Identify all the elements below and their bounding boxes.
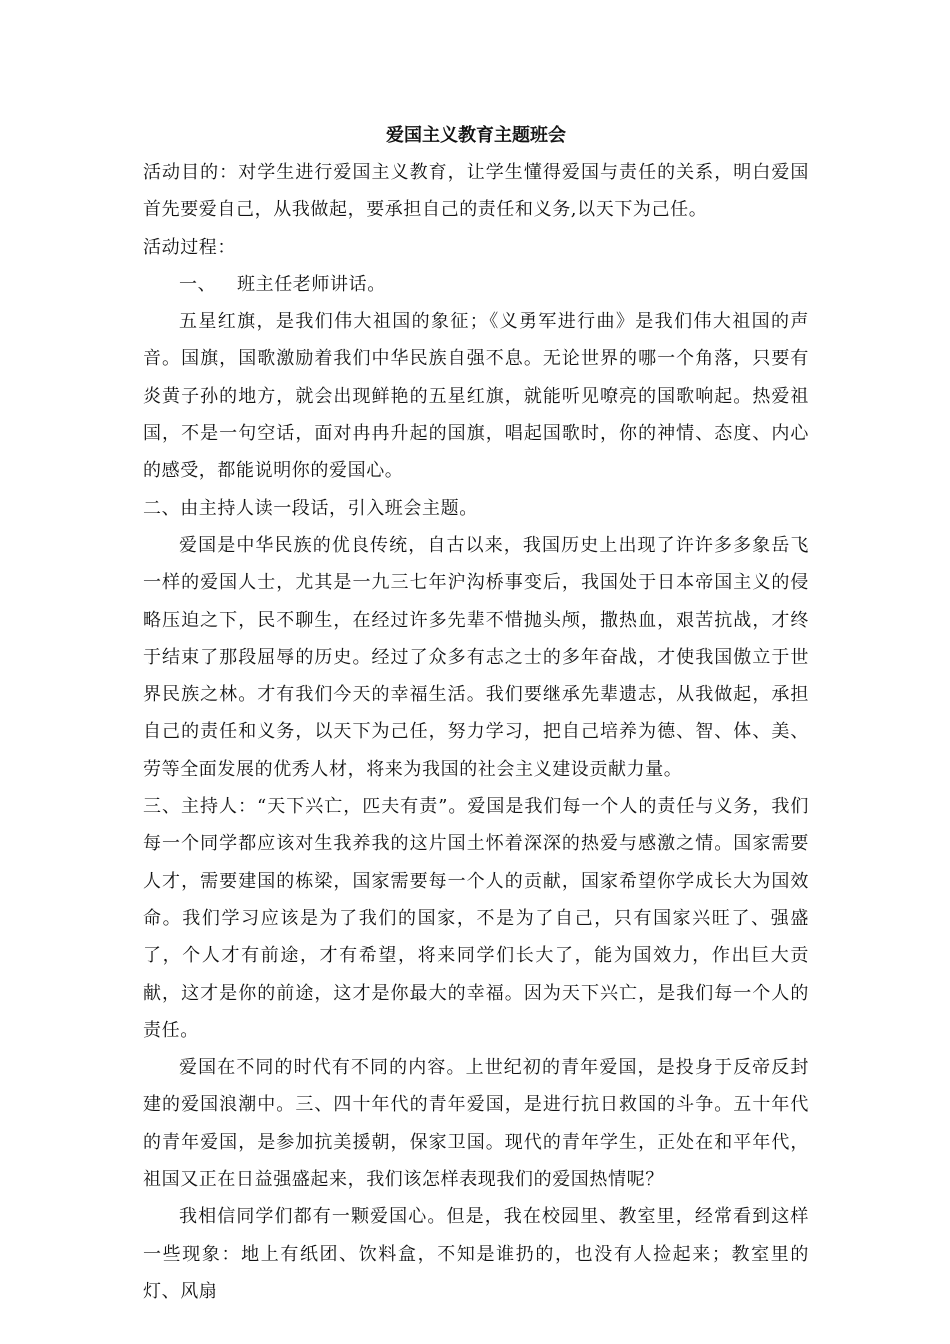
document-title: 爱国主义教育主题班会 [386,125,566,146]
section-3-paragraph-2: 爱国在不同的时代有不同的内容。上世纪初的青年爱国，是投身于反帝反封建的爱国浪潮中。三、四十年代的青年爱国，是进行抗日救国的斗争。五十年代的青年爱国，是参加抗美援朝，保家卫国。现代的青年学生，正处在和平年代，祖国又正在日益强盛起来，我们该怎样表现我们的爱国热情呢？ [143,1057,809,1191]
section-1-heading [143,266,809,303]
section-2-body: 爱国是中华民族的优良传统，自古以来，我国历史上出现了许许多多象岳飞一样的爱国人士，尤其是一九三七年沪沟桥事变后，我国处于日本帝国主义的侵略压迫之下，民不聊生，在经过许多先辈不惜抛头颅，撒热血，艰苦抗战，才终于结束了那段屈辱的历史。经过了众多有志之士的多年奋战，才使我国傲立于世界民族之林。才有我们今天的幸福生活。我们要继承先辈遗志，从我做起，承担自己的责任和义务，以天下为己任，努力学习，把自己培养为德、智、体、美、劳等全面发展的优秀人材，将来为我国的社会主义建设贡献力量。 [143,534,809,780]
activity-process-label: 活动过程： [143,236,236,258]
section-2-heading: 二、由主持人读一段话，引入班会主题。 [143,497,478,519]
activity-purpose: 活动目的：对学生进行爱国主义教育，让学生懂得爱国与责任的关系，明白爱国首先要爱自己，从我做起，要承担自己的责任和义务,以天下为己任。 [143,162,809,221]
section-3-body: 三、主持人：“天下兴亡，匹夫有责”。爱国是我们每一个人的责任与义务，我们每一个同学都应该对生我养我的这片国土怀着深深的热爱与感激之情。国家需要人才，需要建国的栋梁，国家需要每一个人的贡献，国家希望你学成长大为国效命。我们学习应该是为了我们的国家，不是为了自己，只有国家兴旺了、强盛了，个人才有前途，才有希望，将来同学们长大了，能为国效力，作出巨大贡献，这才是你的前途，这才是你最大的幸福。因为天下兴亡，是我们每一个人的责任。 [143,796,809,1041]
section-1-number: 一、 [179,273,217,295]
document-content [143,118,809,1310]
section-1-title: 班主任老师讲话。 [237,273,386,295]
section-1-body: 五星红旗，是我们伟大祖国的象征；《义勇军进行曲》是我们伟大祖国的声音。国旗，国歌激励着我们中华民族自强不息。无论世界的哪一个角落，只要有炎黄子孙的地方，就会出现鲜艳的五星红旗，就能听见嘹亮的国歌响起。热爱祖国，不是一句空话，面对冉冉升起的国旗，唱起国歌时，你的神情、态度、内心的感受，都能说明你的爱国心。 [143,311,809,482]
section-3-paragraph-3: 我相信同学们都有一颗爱国心。但是，我在校园里、教室里，经常看到这样一些现象：地上有纸团、饮料盒，不知是谁扔的，也没有人捡起来；教室里的灯、风扇 [143,1206,809,1302]
